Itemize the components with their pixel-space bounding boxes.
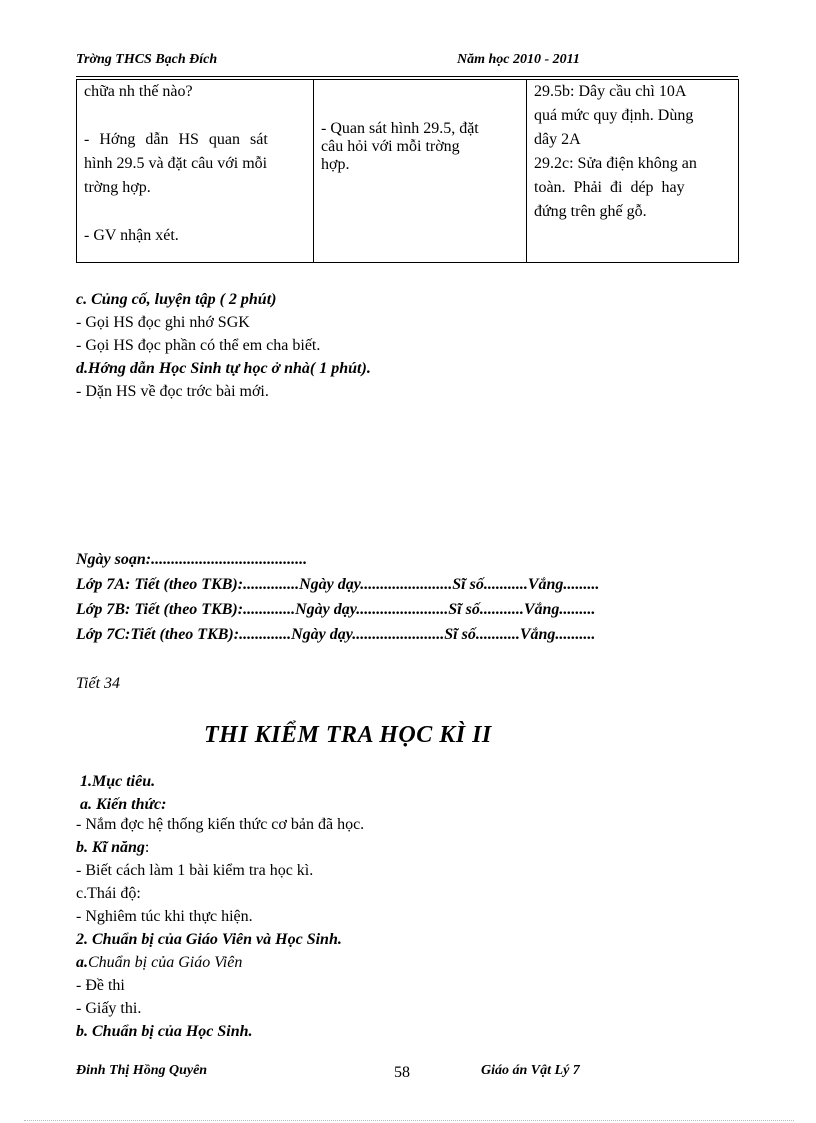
table-row [77, 80, 739, 263]
ki-nang-heading [76, 836, 149, 859]
cell-line: - Quan sát hình 29.5, đặt [321, 120, 479, 137]
thai-do-heading: c.Thái độ: [76, 885, 141, 902]
chuan-bi-hs-heading: b. Chuẩn bị của Học Sinh. [76, 1023, 253, 1040]
cell-line: hợp. [321, 156, 350, 173]
ki-nang-item: - Biết cách làm 1 bài kiểm tra học kì. [76, 862, 314, 879]
gv-item: - Giấy thi. [76, 1000, 142, 1017]
cell-line: quá mức quy định. Dùng [534, 107, 694, 124]
section-c-item: - Gọi HS đọc phần có thể em cha biết. [76, 337, 321, 354]
schedule-row-7b: Lớp 7B: Tiết (theo TKB):.............Ngày dạy.......................Sĩ số...........Vắng......... [76, 601, 596, 618]
schedule-row-7a: Lớp 7A: Tiết (theo TKB):..............Ngày dạy.......................Sĩ số...........Vắng......... [76, 576, 600, 593]
section-c-heading: c. Củng cố, luyện tập ( 2 phút) [76, 291, 277, 308]
section-c-item: - Gọi HS đọc ghi nhớ SGK [76, 314, 250, 331]
kien-thuc-heading: a. Kiến thức: [80, 796, 167, 813]
chuan-bi-heading: 2. Chuẩn bị của Giáo Viên và Học Sinh. [76, 931, 342, 948]
kien-thuc-item: - Nắm đợc hệ thống kiến thức cơ bản đã học. [76, 816, 365, 833]
schedule-row-7c: Lớp 7C:Tiết (theo TKB):.............Ngày dạy.......................Sĩ số...........Vắng.......... [76, 626, 596, 643]
chuan-bi-gv-label: Chuẩn bị của Giáo Viên [88, 954, 243, 971]
cell-line: đứng trên ghế gỗ. [534, 203, 647, 220]
content-cell [527, 80, 739, 263]
ki-nang-label: b. Kĩ năng [76, 839, 145, 856]
cell-line: trờng hợp. [84, 179, 151, 196]
cell-line: câu hỏi với mỗi trờng [321, 138, 460, 155]
cell-line: toàn. Phải đi dép hay [534, 179, 685, 196]
ki-nang-colon: : [144, 839, 150, 856]
chuan-bi-gv-heading [76, 951, 242, 974]
chuan-bi-gv-prefix: a. [76, 954, 88, 971]
cell-line: hình 29.5 và đặt câu với mỗi [84, 155, 268, 172]
cell-line: 29.2c: Sửa điện không an [534, 155, 697, 172]
teacher-activity-cell [77, 80, 314, 263]
muc-tieu-heading: 1.Mục tiêu. [80, 773, 156, 790]
section-d-heading: d.Hớng dẫn Học Sinh tự học ở nhà( 1 phút). [76, 360, 371, 377]
footer-subject: Giáo án Vật Lý 7 [481, 1063, 580, 1078]
cell-line: dây 2A [534, 131, 581, 148]
header-school: Trờng THCS Bạch Đích [76, 52, 218, 67]
page-title: THI KIỂM TRA HỌC KÌ II [204, 722, 492, 748]
student-activity-cell [314, 80, 527, 263]
page-number: 58 [394, 1064, 410, 1081]
thai-do-item: - Nghiêm túc khi thực hiện. [76, 908, 253, 925]
lesson-number: Tiết 34 [76, 675, 121, 692]
cell-line: 29.5b: Dây cầu chì 10A [534, 83, 687, 100]
cell-line [84, 104, 306, 128]
cell-line [84, 200, 306, 224]
cell-line: - Hớng dẫn HS quan sát [84, 131, 268, 148]
cell-line: chữa nh thế nào? [84, 83, 193, 100]
section-d-item: - Dặn HS về đọc trớc bài mới. [76, 383, 269, 400]
gv-item: - Đề thi [76, 977, 125, 994]
header-rule [76, 76, 738, 77]
cell-line: - GV nhận xét. [84, 227, 179, 244]
page-edge [24, 1120, 794, 1121]
footer-author: Đinh Thị Hồng Quyên [76, 1063, 208, 1078]
lesson-activity-table [76, 79, 739, 263]
ngay-soan: Ngày soạn:....................................... [76, 551, 308, 568]
header-year: Năm học 2010 - 2011 [457, 52, 580, 67]
